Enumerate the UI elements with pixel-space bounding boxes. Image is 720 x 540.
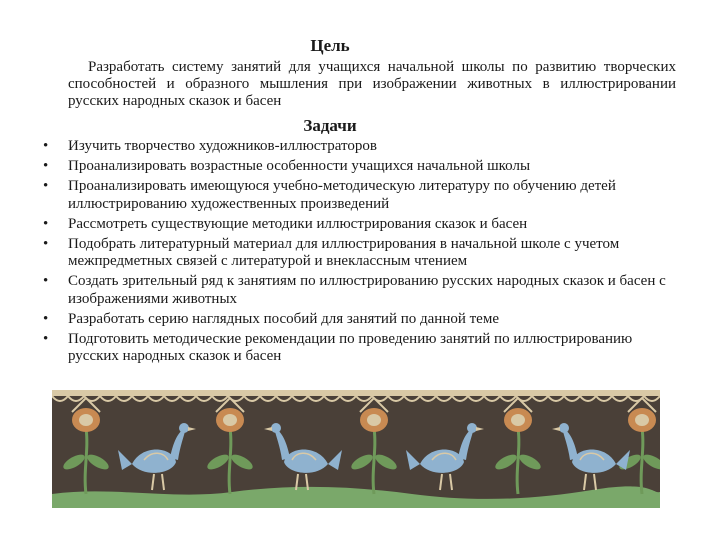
scallop-shape <box>500 396 516 401</box>
leaf-shape <box>641 452 660 473</box>
scallop-shape <box>356 396 372 401</box>
scallop-shape <box>116 396 132 401</box>
scallop-shape <box>436 396 452 401</box>
bird-beak-shape <box>552 427 560 431</box>
bird-head-shape <box>271 423 281 433</box>
task-text: Разработать серию наглядных пособий для занятий по данной теме <box>68 310 499 327</box>
bird-icon <box>118 423 196 490</box>
leaf-shape <box>517 452 543 473</box>
flower-center-shape <box>223 414 237 426</box>
bullet: • <box>43 138 49 154</box>
scallop-shape <box>324 396 340 401</box>
task-text: Рассмотреть существующие методики иллюстрирования сказок и басен <box>68 215 528 232</box>
scallop-shape <box>52 396 68 401</box>
task-text: Подготовить методические рекомендации по проведению занятий по иллюстрированию русских народных сказок и басен <box>68 330 633 364</box>
stem-shape <box>517 428 519 494</box>
scallop-shape <box>644 396 660 401</box>
bullet: • <box>43 178 49 194</box>
scallop-shape <box>404 396 420 401</box>
bird-beak-shape <box>476 427 484 431</box>
bird-legs-shape <box>440 474 452 490</box>
bird-head-shape <box>467 423 477 433</box>
bird-legs-shape <box>584 474 596 490</box>
leaf-shape <box>349 452 375 473</box>
task-item <box>40 311 680 329</box>
stem-shape <box>85 428 87 494</box>
goal-text: Разработать систему занятий для учащихся начальной школы по развитию творческих способностей и образного мышления при изображении животных в иллюстрировании русских народных сказок и басен <box>68 59 676 109</box>
flower-center-shape <box>367 414 381 426</box>
bullet: • <box>43 330 49 347</box>
leaf-shape <box>61 452 87 473</box>
scallop-shape <box>100 396 116 401</box>
goal-heading: Цель <box>310 36 350 55</box>
task-item <box>40 236 680 271</box>
scallop-shape <box>308 396 324 401</box>
bullet: • <box>43 273 49 289</box>
scallop-shape <box>292 396 308 401</box>
task-text: Подобрать литературный материал для иллюстрирования в начальной школе с учетом межпредметных связей с литературой и внеклассным чтением <box>68 235 620 269</box>
leaf-shape <box>229 452 255 473</box>
task-text: Изучить творчество художников-иллюстраторов <box>68 138 377 154</box>
task-item <box>40 138 680 156</box>
scallop-shape <box>532 396 548 401</box>
stem-shape <box>373 428 375 494</box>
scallop-shape <box>276 396 292 401</box>
scallop-shape <box>596 396 612 401</box>
leaf-shape <box>493 452 519 473</box>
scallop-shape <box>212 396 228 401</box>
bird-icon <box>406 423 484 490</box>
bullet: • <box>43 310 49 327</box>
bird-tail-shape <box>118 450 132 470</box>
bird-icon <box>264 423 342 490</box>
flower-center-shape <box>511 414 525 426</box>
scallop-shape <box>260 396 276 401</box>
bird-head-shape <box>559 423 569 433</box>
task-item <box>40 331 680 366</box>
bullet: • <box>43 158 49 174</box>
scallop-shape <box>580 396 596 401</box>
stem-shape <box>641 428 643 494</box>
scallop-shape <box>468 396 484 401</box>
scallop-shape <box>420 396 436 401</box>
scallop-shape <box>564 396 580 401</box>
scallop-shape <box>484 396 500 401</box>
ornament-top-band <box>52 390 660 396</box>
task-item <box>40 158 680 176</box>
bird-head-shape <box>179 423 189 433</box>
task-text: Создать зрительный ряд к занятиям по иллюстрированию русских народных сказок и басен с изображениями животных <box>68 273 666 307</box>
leaf-shape <box>205 452 231 473</box>
leaf-shape <box>373 452 399 473</box>
scallop-shape <box>132 396 148 401</box>
flower-center-shape <box>79 414 93 426</box>
task-text: Проанализировать имеющуюся учебно-методическую литературу по обучению детей иллюстрированию художественных произведений <box>68 178 616 212</box>
tasks-heading: Задачи <box>303 116 357 135</box>
task-item <box>40 216 680 234</box>
scallop-shape <box>148 396 164 401</box>
bird-legs-shape <box>152 474 164 490</box>
leaf-shape <box>85 452 111 473</box>
task-text: Проанализировать возрастные особенности учащихся начальной школы <box>68 158 531 174</box>
scallop-shape <box>164 396 180 401</box>
scallop-shape <box>548 396 564 401</box>
scallop-shape <box>180 396 196 401</box>
scallop-shape <box>452 396 468 401</box>
bird-tail-shape <box>406 450 420 470</box>
bullet: • <box>43 235 49 252</box>
bullet: • <box>43 215 49 232</box>
task-item <box>40 178 680 213</box>
bird-tail-shape <box>328 450 342 470</box>
scallop-shape <box>388 396 404 401</box>
bird-beak-shape <box>264 427 272 431</box>
stem-shape <box>229 428 231 494</box>
ground-shape <box>52 486 660 508</box>
scallop-shape <box>612 396 628 401</box>
scallop-shape <box>340 396 356 401</box>
scallop-shape <box>244 396 260 401</box>
task-list <box>40 138 680 368</box>
task-item <box>40 273 680 308</box>
folk-ornament-border <box>52 390 660 508</box>
scallop-shape <box>196 396 212 401</box>
folk-ornament-image <box>52 390 660 508</box>
scallop-shape <box>68 396 84 401</box>
bird-beak-shape <box>188 427 196 431</box>
bird-icon <box>552 423 630 490</box>
flower-center-shape <box>635 414 649 426</box>
